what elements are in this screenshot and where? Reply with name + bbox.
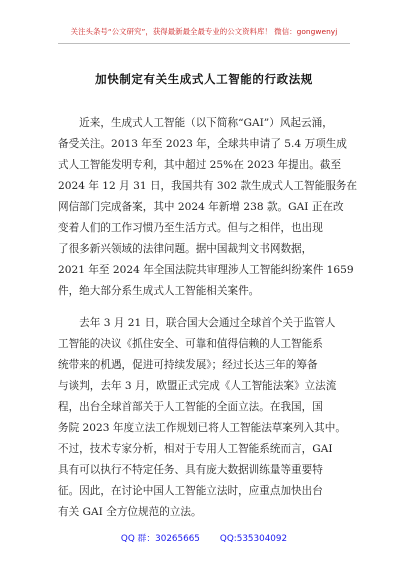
paragraph-line: 具有可以执行不特定任务、具有庞大数据训练量等重要特 [58,464,323,477]
paragraph-line: 近来，生成式人工智能（以下简称“GAI”）风起云涌， [58,117,333,129]
document-title: 加快制定有关生成式人工智能的行政法规 [95,72,313,86]
paragraph-line: 征。因此，在讨论中国人工智能立法时，应重点加快出台 [58,485,323,498]
footer-contacts [0,531,408,544]
footer-qq-group: QQ 群：30265665 [120,534,200,544]
paragraph-line: 式人工智能发明专利，其中超过 25%在 2023 年提出。截至 [58,159,342,172]
paragraph-line: 网信部门完成备案，其中 2024 年新增 238 款。GAI 正在改 [58,201,344,214]
paragraph-line: 与谈判，去年 3 月，欧盟正式完成《人工智能法案》立法流 [58,380,337,393]
paragraph-line: 有关 GAI 全方位规范的立法。 [58,506,202,519]
paragraph-line: 工智能的决议《抓住安全、可靠和值得信赖的人工智能系 [58,338,323,351]
paragraph-line: 去年 3 月 21 日，联合国大会通过全球首个关于监管人 [58,317,336,329]
header-banner: 关注头条号“公文研究”，获得最新最全最专业的公文资料库！ 微信：gongwenyj [70,27,338,36]
paragraph-2 [58,313,350,523]
paragraph-line: 变着人们的工作习惯乃至生活方式。但与之相伴，也出现 [58,222,323,235]
paragraph-line: 了很多新兴领域的法律问题。据中国裁判文书网数据， [58,243,313,256]
paragraph-line: 2021 年至 2024 年全国法院共审理涉人工智能纠纷案件 1659 [58,264,354,277]
paragraph-line: 件，绝大部分系生成式人工智能相关案件。 [58,285,260,298]
footer-qq: QQ:535304092 [219,534,288,544]
paragraph-line: 程，出台全球首部关于人工智能的全面立法。在我国，国 [58,401,323,414]
paragraph-1 [58,113,357,302]
paragraph-line: 2024 年 12 月 31 日，我国共有 302 款生成式人工智能服务在 [58,180,357,193]
header-divider [58,43,350,44]
paragraph-line: 备受关注。2013 年至 2023 年，全球共申请了 5.4 万项生成 [58,138,347,151]
paragraph-line: 务院 2023 年度立法工作规划已将人工智能法草案列入其中。 [58,422,346,435]
paragraph-line: 不过，技术专家分析，相对于专用人工智能系统而言，GAI [58,443,333,456]
paragraph-line: 统带来的机遇，促进可持续发展》；经过长达三年的筹备 [58,359,318,372]
